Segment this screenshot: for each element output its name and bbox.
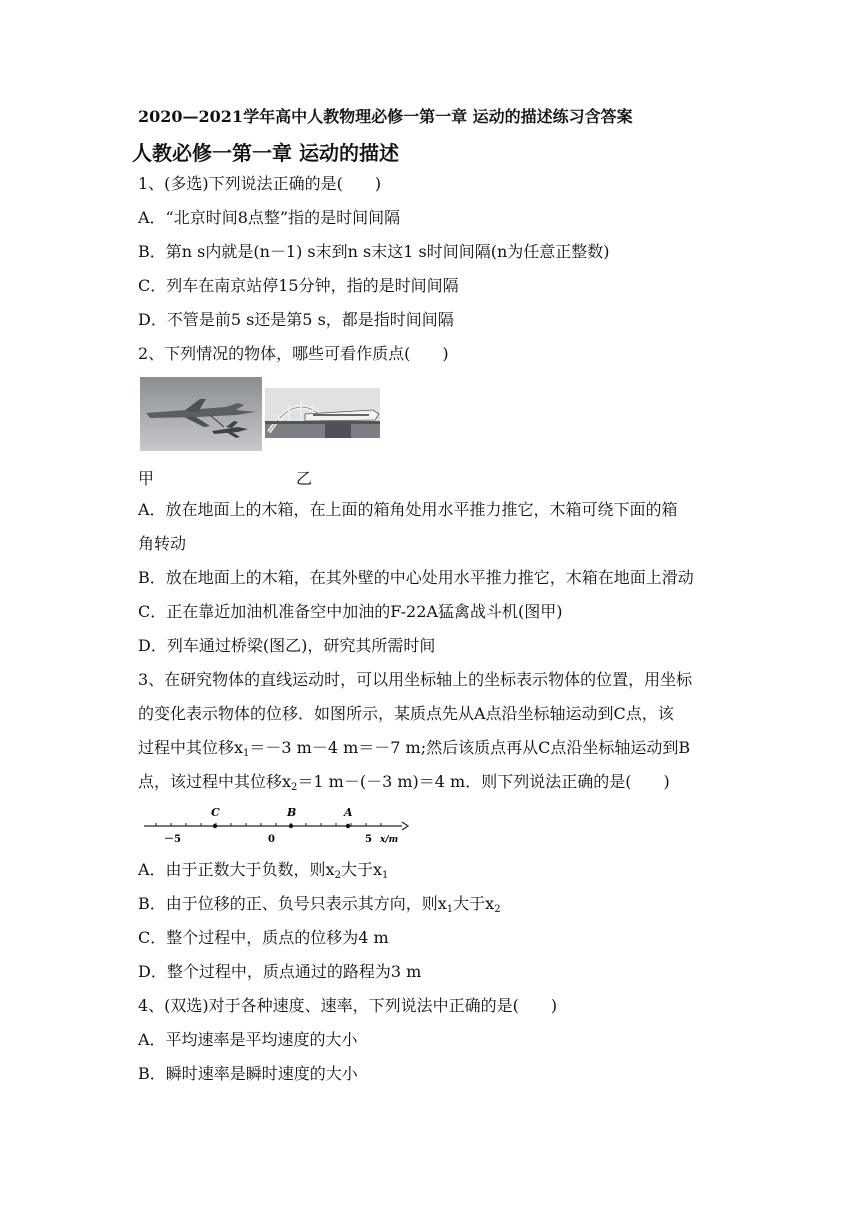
figure-jia-image [140,377,262,451]
point-c-marker [213,824,217,828]
q3-line-4 [138,772,670,798]
q3-option-a-pre: A．由于正数大于负数，则x [138,860,335,879]
q2-option-b: B．放在地面上的木箱，在其外壁的中心处用水平推力推它，木箱在地面上滑动 [138,568,694,587]
q4-stem: 4、(双选)对于各种速度、速率，下列说法中正确的是( ) [138,996,558,1015]
axis-arrow [402,822,408,830]
q2-option-d: D．列车通过桥梁(图乙)，研究其所需时间 [138,636,436,655]
q3-option-b-mid: 大于x [453,894,495,913]
tick-label-neg5: －5 [164,834,181,845]
q4-option-a: A．平均速率是平均速度的大小 [138,1030,358,1049]
point-a-label: A [344,806,353,819]
tick-label-0: 0 [268,834,275,845]
tick-label-5: 5 [365,834,372,845]
q1-option-a: A．“北京时间8点整”指的是时间间隔 [138,208,401,227]
q3-line-3 [138,738,690,764]
figure-yi-label: 乙 [296,469,313,488]
q3-option-a-sub2: 1 [382,870,389,881]
q3-option-b-pre: B．由于位移的正、负号只表示其方向，则x [138,894,447,913]
q4-option-b: B．瞬时速率是瞬时速度的大小 [138,1064,358,1083]
point-b-marker [289,824,293,828]
q1-option-d: D．不管是前5 s还是第5 s，都是指时间间隔 [138,310,454,329]
doc-title: 2020—2021学年高中人教物理必修一第一章 运动的描述练习含答案 [138,107,633,126]
point-b-label: B [287,806,297,819]
q3-line-4-post: ＝1 m－(－3 m)＝4 m．则下列说法正确的是( ) [297,772,670,791]
q3-option-c: C．整个过程中，质点的位移为4 m [138,928,389,947]
point-a-marker [346,824,350,828]
section-title: 人教必修一第一章 运动的描述 [132,141,399,165]
q2-option-a: A．放在地面上的木箱，在上面的箱角处用水平推力推它，木箱可绕下面的箱 [138,500,678,519]
q1-option-b: B．第n s内就是(n－1) s末到n s末这1 s时间间隔(n为任意正整数) [138,242,610,261]
q3-option-a-mid: 大于x [340,860,382,879]
q3-option-b-sub1: 1 [446,904,454,915]
q3-line-4-sub: 2 [291,782,298,793]
q2-stem: 2、下列情况的物体，哪些可看作质点( ) [138,344,449,363]
q3-option-a [138,860,388,886]
axis-unit-label: x/m [380,835,399,845]
q1-option-c: C．列车在南京站停15分钟，指的是时间间隔 [138,276,459,295]
q3-option-d: D．整个过程中，质点通过的路程为3 m [138,962,422,981]
q3-line-1: 3、在研究物体的直线运动时，可以用坐标轴上的坐标表示物体的位置，用坐标 [138,670,693,689]
q2-option-a-cont: 角转动 [138,534,187,553]
point-c-label: C [211,806,220,819]
figure-yi-image [265,388,380,438]
coordinate-axis-figure [140,800,410,848]
q1-stem: 1、(多选)下列说法正确的是( ) [138,174,382,193]
q3-line-2: 的变化表示物体的位移．如图所示，某质点先从A点沿坐标轴运动到C点，该 [138,704,674,723]
q3-option-b-sub2: 2 [494,904,501,915]
q3-line-3-pre: 过程中其位移x [138,738,244,757]
q3-line-4-pre: 点，该过程中其位移x [138,772,292,791]
q2-option-c: C．正在靠近加油机准备空中加油的F-22A猛禽战斗机(图甲) [138,602,563,621]
q3-option-b [138,894,501,920]
q3-option-a-sub1: 2 [334,870,341,881]
figure-jia-label: 甲 [138,469,155,488]
q3-line-3-post: ＝－3 m－4 m＝－7 m;然后该质点再从C点沿坐标轴运动到B [249,738,691,757]
q3-line-3-sub: 1 [243,748,250,759]
